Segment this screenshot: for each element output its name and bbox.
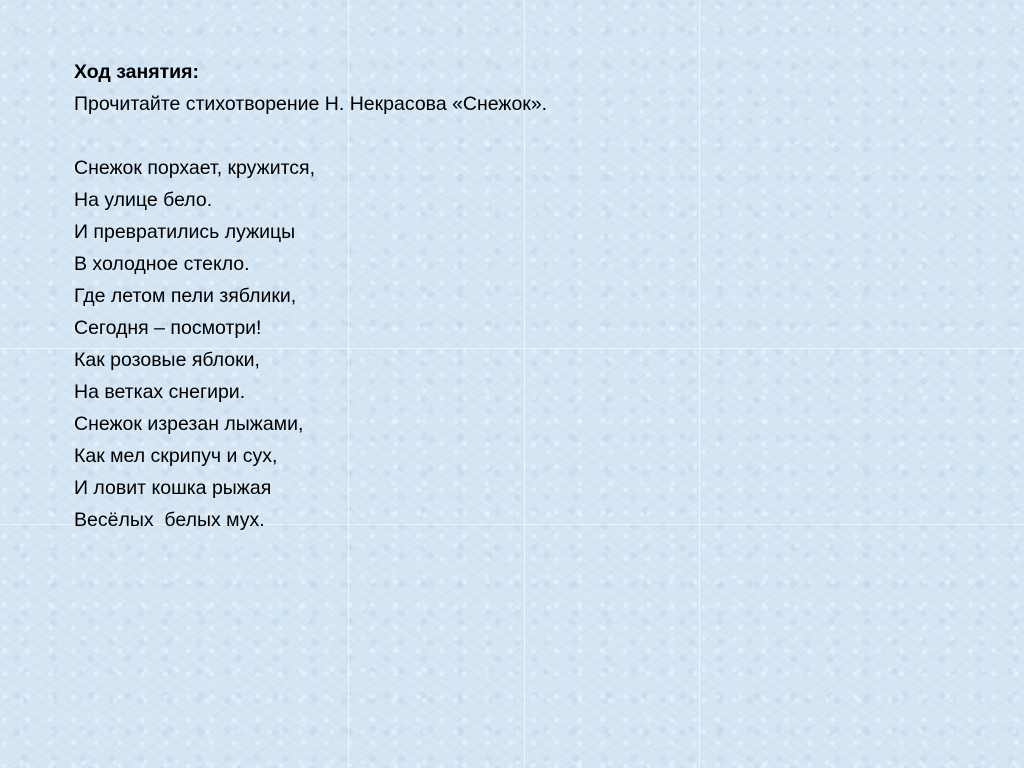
poem-line: На ветках снегири.: [74, 381, 246, 403]
poem-line: Весёлых белых мух.: [74, 509, 265, 531]
poem-line: Сегодня – посмотри!: [74, 317, 262, 339]
lesson-heading: Ход занятия:: [74, 61, 200, 83]
slide-text-body: [74, 56, 974, 536]
poem-line: На улице бело.: [74, 189, 213, 211]
lesson-instruction: Прочитайте стихотворение Н. Некрасова «Снежок».: [74, 93, 548, 115]
poem-line: И ловит кошка рыжая: [74, 477, 272, 499]
poem-line: Как розовые яблоки,: [74, 349, 260, 371]
poem-line: Как мел скрипуч и сух,: [74, 445, 278, 467]
poem-line: Снежок изрезан лыжами,: [74, 413, 304, 435]
poem-line: Снежок порхает, кружится,: [74, 157, 316, 179]
poem-text: [74, 152, 974, 536]
poem-line: Где летом пели зяблики,: [74, 285, 297, 307]
poem-line: В холодное стекло.: [74, 253, 250, 275]
poem-line: И превратились лужицы: [74, 221, 296, 243]
